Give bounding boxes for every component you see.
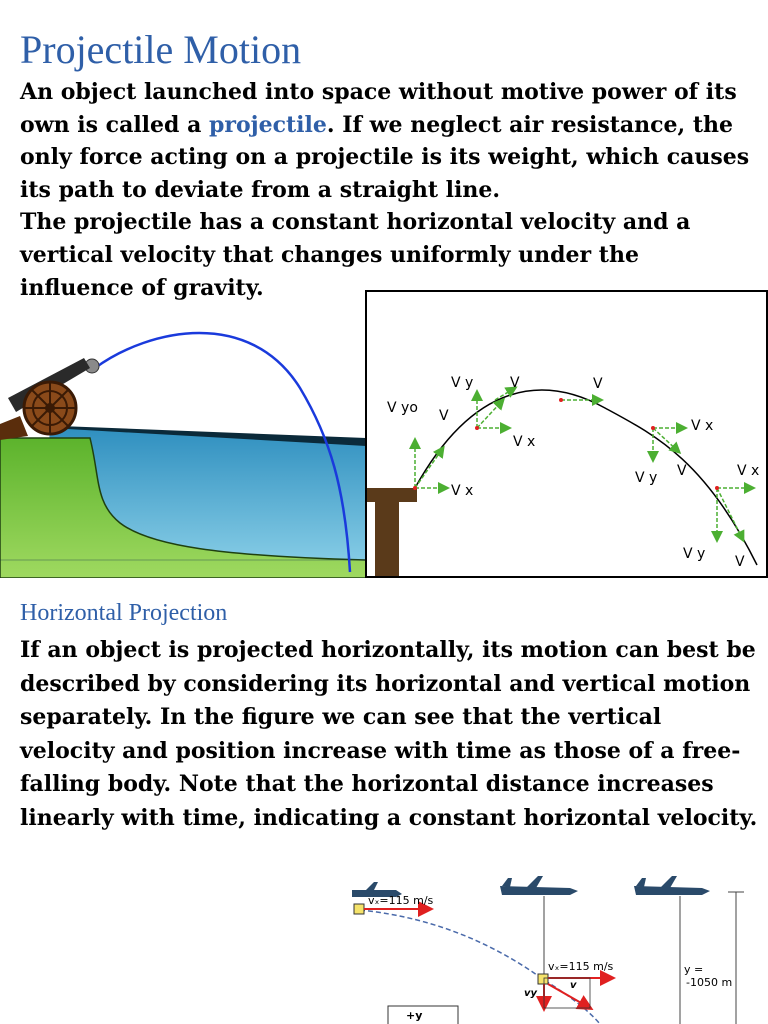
- plane-icon-2: [500, 876, 578, 895]
- package-1: [354, 904, 364, 914]
- label-v-5: V: [735, 554, 745, 570]
- label-v-3: V: [593, 376, 603, 392]
- y-value: -1050 m: [686, 976, 733, 989]
- vx-label-1: vₓ=115 m/s: [368, 894, 434, 907]
- cannon-wheel: [24, 382, 76, 434]
- intro-text-part: . If we neglect air resistance, the only force acting on a projectile is its weight, which causes its path to deviate from a straight line.: [20, 111, 750, 203]
- y-label: y =: [684, 963, 704, 976]
- plane-figure: [330, 868, 768, 1024]
- label-v-4: V: [677, 463, 687, 479]
- table-top: [367, 488, 417, 502]
- label-vy-4: V y: [635, 470, 658, 486]
- label-vx-1: V x: [451, 483, 474, 499]
- label-vx-4: V x: [691, 418, 714, 434]
- label-v-2: V: [510, 375, 520, 391]
- package-2: [538, 974, 548, 984]
- label-vy-2: V y: [451, 375, 474, 391]
- intro-text-part: An object launched into space without motive power of its own is called a: [20, 79, 737, 138]
- intro-paragraph-1: [20, 76, 760, 206]
- axis-box: [388, 1006, 458, 1024]
- plane-icon-3: [634, 876, 710, 895]
- label-vx-5: V x: [737, 463, 760, 479]
- body-text: If an object is projected horizontally, its motion can best be described by considering its horizontal and vertical motion separately. In the figure we can see that the vertical velocity and position increase with time as those of a free-falling body. Note that the horizontal distance increases linearly with time, indicating a constant horizontal velocity.: [20, 637, 758, 831]
- intro-paragraph-2: The projectile has a constant horizontal velocity and a vertical velocity that changes uniformly under the influence of gravity.: [20, 209, 691, 301]
- velocity-diagram: [365, 290, 768, 578]
- label-vx-2: V x: [513, 434, 536, 450]
- cannon-figure: [0, 328, 366, 578]
- vy-label: vy: [524, 988, 538, 999]
- projectile-term: projectile: [209, 111, 327, 138]
- v-label: v: [570, 980, 577, 991]
- label-v-1: V: [439, 408, 449, 424]
- vx-label-2: vₓ=115 m/s: [548, 960, 614, 973]
- subheading: Horizontal Projection: [20, 600, 228, 626]
- axis-label: +y: [406, 1009, 423, 1022]
- page-title: Projectile Motion: [20, 27, 302, 72]
- label-vyo: V yo: [387, 400, 418, 416]
- intro-text: [20, 76, 760, 304]
- label-vy-5: V y: [683, 546, 706, 562]
- table-leg: [375, 502, 399, 576]
